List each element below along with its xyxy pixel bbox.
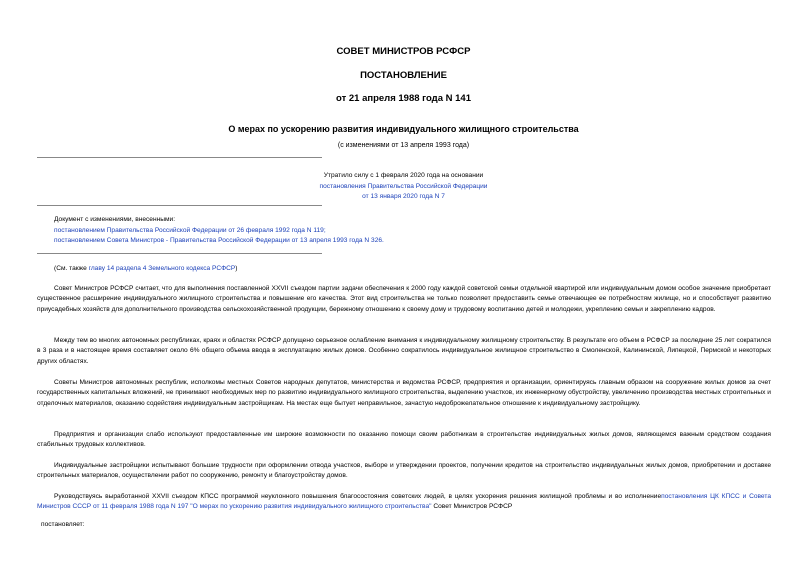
void-notice-link[interactable]: постановления Правительства Российской Федерации [319, 182, 488, 190]
land-code-link[interactable]: главу 14 раздела 4 Земельного кодекса РСФСР [88, 265, 236, 272]
amendments-intro: Документ с изменениями, внесенными: [54, 216, 176, 223]
paragraph-6 [37, 492, 771, 513]
void-notice-text: Утратило силу с 1 февраля 2020 года на основании [323, 172, 484, 179]
paragraph-6-text: Руководствуясь выработанной XXVII съездом КПСС программой неуклонного повышения благосостояния советских людей, в целях ускорения решения жилищной проблемы и во исполнение [54, 493, 662, 500]
council-heading: СОВЕТ МИНИСТРОВ РСФСР [336, 46, 471, 57]
divider [37, 157, 322, 158]
void-notice [0, 171, 807, 203]
document-title: О мерах по ускорению развития индивидуального жилищного строительства [228, 124, 579, 134]
paragraph-6-suffix: Совет Министров РСФСР [431, 503, 513, 511]
amendments-block [54, 215, 774, 247]
void-notice-link-date[interactable]: от 13 января 2020 года N 7 [362, 193, 445, 200]
paragraph-1: Совет Министров РСФСР считает, что для выполнения поставленной XXVII съездом партии задачи обеспечения к 2000 году каждой советской семьи отдельной квартирой или индивидуальным домом особое значение приобретает существенное расширение индивидуального жилищного строительства и повышение его качества. Этот вид строительства не только позволяет предоставить семье отвечающее ее потребностям жилище, но и способствует развитию приусадебных хозяйств для дополнительного производства сельскохозяйственной продукции, бережному отношению к своему дому и трудовому воспитанию детей и молодежи, укреплению семьи и закреплению кадров. [37, 285, 771, 313]
amendment-link-1993[interactable]: постановлением Совета Министров - Правительства Российской Федерации от 13 апреля 1993 года N 326. [54, 237, 384, 244]
amendment-note: (с изменениями от 13 апреля 1993 года) [337, 142, 470, 149]
document-date-number: от 21 апреля 1988 года N 141 [336, 93, 471, 104]
paragraph-4: Предприятия и организации слабо используют предоставленные им широкие возможности по оказанию помощи своим работникам в строительстве индивидуальных жилых домов, являющемся важным средством создания стабильных трудовых коллективов. [37, 431, 771, 449]
divider [37, 205, 322, 206]
see-also-prefix: (См. также [54, 265, 89, 272]
cpsu-decree-link[interactable]: постановления ЦК КПСС и Совета Министров СССР от 11 февраля 1988 года N 197 "О мерах по ускорению развития индивидуального жилищного строительства" [37, 493, 771, 511]
paragraph-5: Индивидуальные застройщики испытывают большие трудности при оформлении отвода участков, выборе и утверждении проектов, получении кредитов на строительство индивидуальных жилых домов, приобретении и доставке строительных материалов, осуществлении работ по сооружению, ремонту и благоустройству домов. [37, 462, 771, 480]
divider [37, 253, 322, 254]
document-type: ПОСТАНОВЛЕНИЕ [360, 70, 447, 81]
amendment-link-1992[interactable]: постановлением Правительства Российской Федерации от 26 февраля 1992 года N 119; [54, 226, 326, 234]
paragraph-3: Советы Министров автономных республик, исполкомы местных Советов народных депутатов, министерства и ведомства РСФСР, предприятия и организации, ориентируясь главным образом на сооружение жилых домов за счет государственных капитальных вложений, не принимают необходимых мер по развитию индивидуального жилищного строительства, выделению участков, их инженерному обустройству, увеличению производства местных строительных и отделочных материалов, оказанию содействия индивидуальным застройщикам. На местах еще бытует неправильное, зачастую недоброжелательное отношение к индивидуальному застройщику. [37, 379, 771, 407]
paragraph-2: Между тем во многих автономных республиках, краях и областях РСФСР допущено серьезное ослабление внимания к индивидуальному жилищному строительству. В результате его объем в РСФСР за последние 25 лет сократился в 3 раза и в настоящее время составляет около 6% общего объема ввода в эксплуатацию жилых домов. Особенно сократилось индивидуальное жилищное строительство в Смоленской, Калининской, Липецкой, Пермской и некоторых других областях. [37, 337, 771, 365]
see-also-suffix: ) [235, 265, 238, 272]
see-also [54, 264, 774, 275]
decree-word: постановляет: [41, 521, 85, 528]
